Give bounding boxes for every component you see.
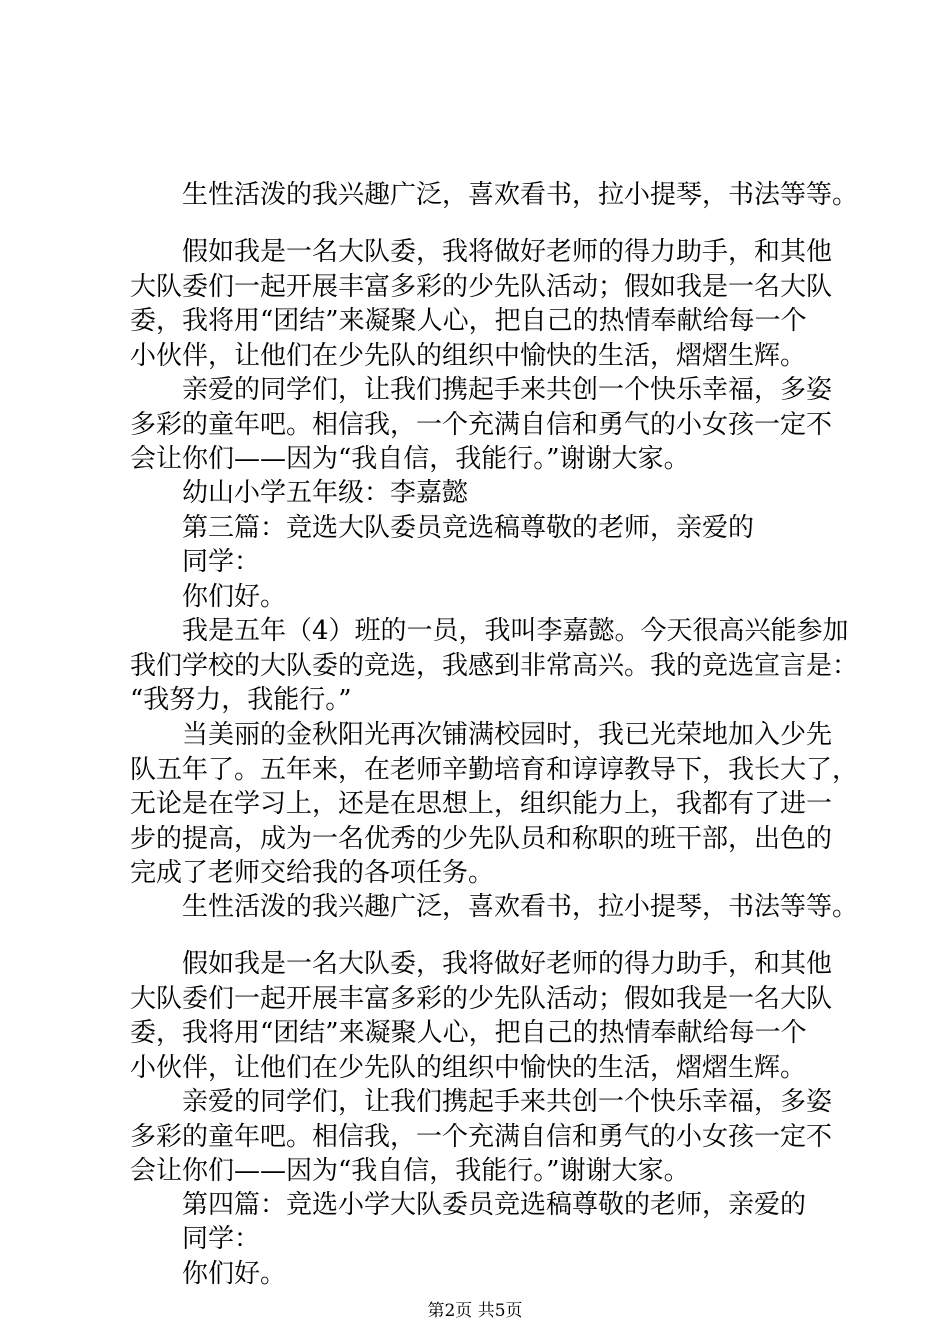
text-line: “我努力，我能行。” xyxy=(130,685,352,715)
paragraph xyxy=(130,545,850,580)
paragraph xyxy=(130,1257,850,1292)
page-footer: 第2页 共5页 xyxy=(427,1301,523,1321)
text-line: 大队委们一起开展丰富多彩的少先队活动；假如我是一名大队 xyxy=(130,271,833,302)
text-line: 同学： xyxy=(182,547,261,577)
text-line: 你们好。 xyxy=(182,582,287,612)
paragraph xyxy=(130,476,850,511)
text-line: 生性活泼的我兴趣广泛，喜欢看书，拉小提琴，书法等等。 xyxy=(182,892,859,922)
text-line: 第四篇：竞选小学大队委员竞选稿尊敬的老师，亲爱的 xyxy=(182,1190,807,1220)
text-line: 会让你们——因为“我自信，我能行。”谢谢大家。 xyxy=(130,1156,690,1186)
text-line: 幼山小学五年级：李嘉懿 xyxy=(182,478,469,508)
text-line: 我是五年（4）班的一员，我叫李嘉懿。今天很高兴能参加 xyxy=(182,616,849,646)
text-line: 完成了老师交给我的各项任务。 xyxy=(130,858,495,888)
text-line: 亲爱的同学们，让我们携起手来共创一个快乐幸福，多姿 xyxy=(182,375,833,405)
text-line: 无论是在学习上，还是在思想上，组织能力上，我都有了进一 xyxy=(130,789,833,819)
text-line: 生性活泼的我兴趣广泛，喜欢看书，拉小提琴，书法等等。 xyxy=(182,180,859,210)
paragraph xyxy=(130,890,859,925)
text-line: 委，我将用“团结”来凝聚人心，把自己的热情奉献给每一个 xyxy=(130,306,807,336)
text-line: 小伙伴，让他们在少先队的组织中愉快的生活，熠熠生辉。 xyxy=(130,1052,807,1083)
text-line: 亲爱的同学们，让我们携起手来共创一个快乐幸福，多姿 xyxy=(182,1087,833,1117)
section-heading xyxy=(130,511,850,546)
text-line: 我们学校的大队委的竞选，我感到非常高兴。我的竞选宣言是： xyxy=(130,650,859,681)
text-line: 大队委们一起开展丰富多彩的少先队活动；假如我是一名大队 xyxy=(130,983,833,1014)
text-line: 小伙伴，让他们在少先队的组织中愉快的生活，熠熠生辉。 xyxy=(130,340,807,371)
paragraph xyxy=(130,947,850,1085)
paragraph xyxy=(130,1222,850,1257)
text-line: 多彩的童年吧。相信我，一个充满自信和勇气的小女孩一定不 xyxy=(130,409,833,440)
text-line: 同学： xyxy=(182,1224,261,1254)
section-heading xyxy=(130,1188,850,1223)
paragraph xyxy=(130,235,850,373)
text-line: 多彩的童年吧。相信我，一个充满自信和勇气的小女孩一定不 xyxy=(130,1121,833,1152)
text-line: 队五年了。五年来，在老师辛勤培育和谆谆教导下，我长大了， xyxy=(130,754,859,785)
text-line: 假如我是一名大队委，我将做好老师的得力助手，和其他 xyxy=(182,237,833,267)
document-page xyxy=(130,0,859,1344)
paragraph xyxy=(130,614,859,718)
text-line: 步的提高，成为一名优秀的少先队员和称职的班干部，出色的 xyxy=(130,823,833,854)
text-line: 委，我将用“团结”来凝聚人心，把自己的热情奉献给每一个 xyxy=(130,1018,807,1048)
text-line: 会让你们——因为“我自信，我能行。”谢谢大家。 xyxy=(130,444,690,474)
paragraph xyxy=(130,1085,850,1189)
paragraph xyxy=(130,373,850,477)
text-line: 第三篇：竞选大队委员竞选稿尊敬的老师，亲爱的 xyxy=(182,513,755,543)
text-line: 当美丽的金秋阳光再次铺满校园时，我已光荣地加入少先 xyxy=(182,720,833,750)
paragraph xyxy=(130,580,850,615)
paragraph xyxy=(130,718,859,891)
text-line: 你们好。 xyxy=(182,1259,287,1289)
paragraph xyxy=(130,178,859,213)
text-line: 假如我是一名大队委，我将做好老师的得力助手，和其他 xyxy=(182,949,833,979)
